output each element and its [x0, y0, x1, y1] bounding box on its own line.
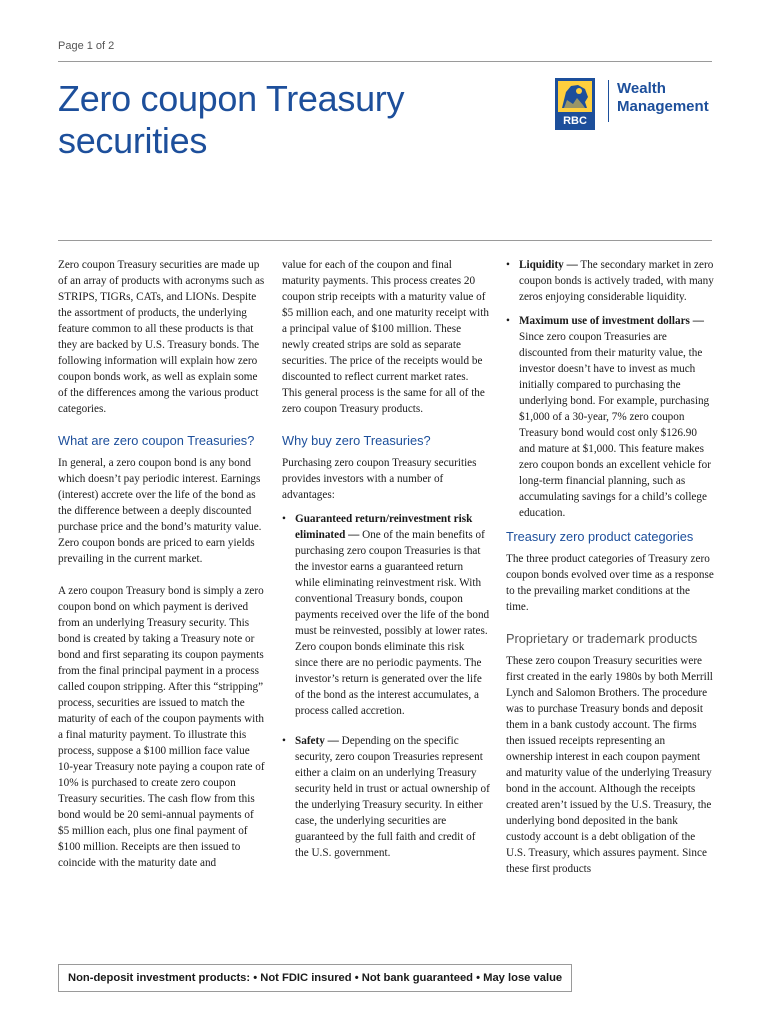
rbc-lion-shield-icon [555, 78, 595, 130]
bullet-label: Safety — [295, 735, 339, 747]
title-line-1: Zero coupon Treasury [58, 78, 405, 119]
logo-wordmark [617, 80, 709, 116]
bullet-text: Since zero coupon Treasuries are discounted from their maturity value, the investor doesn’t have to invest as much initially compared to purchasing the underlying bond. For example, purchasing $1,000 of a 30-year, 7% zero coupon Treasury bond would cost only $126.90 and mature at $1,000. This feature makes zero coupon bonds an excellent vehicle for long-term financial planning, such as accumulating savings for a child’s college education. [519, 331, 711, 519]
logo-wealth-text: Wealth [617, 80, 666, 97]
logo-divider [608, 80, 609, 122]
bullet-text: One of the main benefits of purchasing zero coupon Treasuries is that the investor earns a guaranteed return while eliminating reinvestment risk. With conventional Treasury bonds, coupon payments received over the life of the bond must be reinvested, possibly at lower rates. Zero coupon bonds eliminate this risk since there are no periodic payments. The investor’s return is generated over the life of the bond as the interest accumulates, a process called accretion. [295, 529, 490, 717]
paragraph-zero-coupon-definition: In general, a zero coupon bond is any bond which doesn’t pay periodic interest. Earnings (interest) accrete over the life of the bond as the difference between a deeply discounted purchase price and the bond’s maturity value. Zero coupon bonds are priced to earn yields prevailing in the current market. [58, 457, 262, 565]
logo-management-text: Management [617, 98, 709, 115]
column-3 [506, 257, 714, 893]
paragraph-zero-coupon-treasury-bond: A zero coupon Treasury bond is simply a zero coupon bond on which payment is derived from an underlying Treasury security. This bond is created by taking a Treasury note or bond and first separating its coupon payments from the final principal payment in a process called coupon stripping. After this “stripping” process, securities are issued to match the maturity of each of the coupon payments with a final maturity payment. To illustrate this process, suppose a $100 million face value 10-year Treasury note paying a coupon rate of 10% is purchased to create zero coupon Treasury securities. The cash flow from this bond would be 20 semi-annual payments of $5 million each, plus one final payment of $100 million. Receipts are then issued to coincide with the maturity date and [58, 585, 265, 869]
top-rule [58, 61, 712, 62]
paragraph-strip-receipts: value for each of the coupon and final maturity payments. This process creates 20 coupon strip receipts with a maturity value of $5 million each, and one maturity receipt with a principal value of $100 million. These newly created strips are sold as separate securities. The price of the receipts would be discounted to reflect current market rates. This general process is the same for all of the zero coupon Treasury products. [282, 259, 489, 415]
rbc-wordmark: RBC [563, 115, 587, 127]
advantages-list-continued [506, 257, 714, 521]
section-rule [58, 240, 712, 241]
bullet-label: Maximum use of investment dollars — [519, 315, 704, 327]
list-item-safety [282, 733, 490, 861]
title-line-2: securities [58, 120, 208, 161]
intro-paragraph: Zero coupon Treasury securities are made up of an array of products with acronyms such as STRIPS, TIGRs, CATs, and LIONs. Despite the assortment of products, the underlying feature common to all these products is that they are backed by U.S. Treasury bonds. The following information will explain how zero coupon bonds work, as well as explain some of the differences among the various product categories. [58, 259, 265, 415]
heading-why-buy-zero-treasuries: Why buy zero Treasuries? [282, 433, 431, 448]
advantages-list [282, 511, 490, 861]
page-number: Page 1 of 2 [58, 40, 115, 52]
rbc-wealth-management-logo [555, 76, 715, 132]
paragraph-proprietary-products: These zero coupon Treasury securities were first created in the early 1980s by both Merrill Lynch and Salomon Brothers. The procedure was to purchase Treasury bonds and deposit them in a bank custody account. The firms then issued receipts representing an ownership interest in each coupon payment and maturity value of the underlying Treasury bond in the account. Although the receipts created aren’t issued by the U.S. Treasury, the underlying bond deposited in the bank custody account is a debt obligation of the U.S. Treasury, which assures payment. Since these first products [506, 655, 713, 875]
heading-proprietary-products: Proprietary or trademark products [506, 631, 698, 646]
column-2 [282, 257, 490, 869]
heading-treasury-zero-product-categories: Treasury zero product categories [506, 529, 694, 544]
bullet-label: Liquidity — [519, 259, 578, 271]
investment-disclaimer: Non-deposit investment products: • Not FDIC insured • Not bank guaranteed • May lose value [58, 964, 572, 992]
list-item-guaranteed-return [282, 511, 490, 719]
bullet-label: Guaranteed return/reinvestment risk eliminated — [295, 513, 473, 541]
document-title [58, 78, 478, 162]
bullet-text: Depending on the specific security, zero coupon Treasuries represent either a claim on an underlying Treasury security held in trust or actual ownership of the underlying Treasury security. In either case, the underlying securities are guaranteed by the full faith and credit of the U.S. government. [295, 735, 490, 859]
heading-what-are-zero-coupon-treasuries: What are zero coupon Treasuries? [58, 433, 255, 448]
bullet-text: The secondary market in zero coupon bonds is actively traded, with many zeros enjoying considerable liquidity. [519, 259, 714, 303]
list-item-maximum-use [506, 313, 714, 521]
column-1 [58, 257, 266, 887]
list-item-liquidity [506, 257, 714, 305]
paragraph-advantages-intro: Purchasing zero coupon Treasury securities provides investors with a number of advantages: [282, 457, 477, 501]
paragraph-product-categories: The three product categories of Treasury zero coupon bonds evolved over time as a response to the prevailing market conditions at the time. [506, 553, 714, 613]
